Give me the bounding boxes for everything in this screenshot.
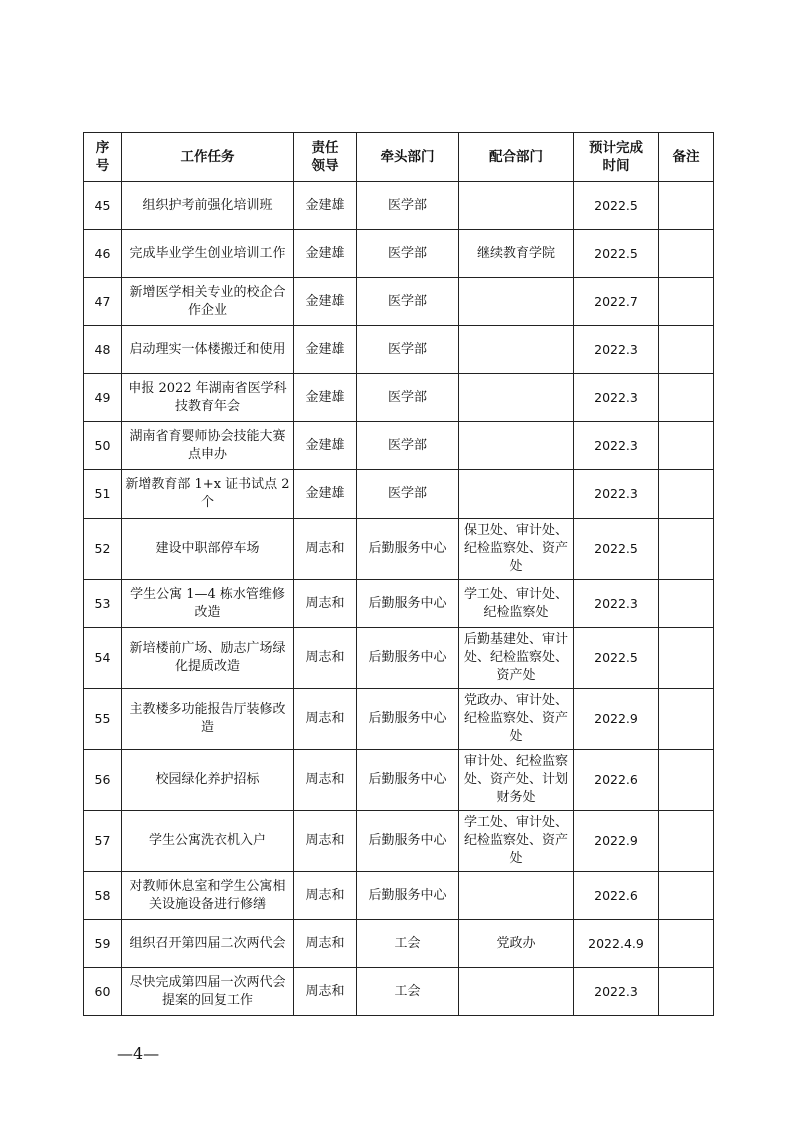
row-lead-dept: 后勤服务中心: [357, 811, 459, 872]
table-row: [84, 968, 714, 1016]
header-deadline: 预计完成时间: [574, 133, 659, 182]
row-lead-dept: 医学部: [357, 278, 459, 326]
row-number: 55: [84, 689, 122, 750]
row-coop-dept: 继续教育学院: [459, 230, 574, 278]
row-task: 组织护考前强化培训班: [122, 182, 294, 230]
row-number: 49: [84, 374, 122, 422]
row-lead-dept: 后勤服务中心: [357, 750, 459, 811]
row-coop-dept: [459, 470, 574, 519]
row-number: 47: [84, 278, 122, 326]
row-lead-dept: 医学部: [357, 470, 459, 519]
table-row: [84, 230, 714, 278]
row-number: 53: [84, 580, 122, 628]
table-row: [84, 326, 714, 374]
row-lead-dept: 医学部: [357, 374, 459, 422]
row-deadline: 2022.6: [574, 872, 659, 920]
row-task: 主教楼多功能报告厅装修改造: [122, 689, 294, 750]
row-lead-dept: 医学部: [357, 230, 459, 278]
row-task: 对教师休息室和学生公寓相关设施设备进行修缮: [122, 872, 294, 920]
row-coop-dept: [459, 968, 574, 1016]
row-remark: [659, 872, 714, 920]
row-deadline: 2022.9: [574, 811, 659, 872]
row-coop-dept: 学工处、审计处、纪检监察处: [459, 580, 574, 628]
row-leader: 金建雄: [294, 182, 357, 230]
row-remark: [659, 278, 714, 326]
header-task: 工作任务: [122, 133, 294, 182]
row-deadline: 2022.7: [574, 278, 659, 326]
row-coop-dept: 党政办、审计处、纪检监察处、资产处: [459, 689, 574, 750]
row-remark: [659, 689, 714, 750]
page-number: —4—: [117, 1044, 160, 1063]
row-remark: [659, 750, 714, 811]
row-number: 60: [84, 968, 122, 1016]
row-task: 完成毕业学生创业培训工作: [122, 230, 294, 278]
table-row: [84, 920, 714, 968]
row-leader: 金建雄: [294, 374, 357, 422]
row-task: 新增教育部 1+x 证书试点 2 个: [122, 470, 294, 519]
row-leader: 周志和: [294, 580, 357, 628]
row-leader: 金建雄: [294, 470, 357, 519]
row-coop-dept: [459, 422, 574, 470]
row-task: 申报 2022 年湖南省医学科技教育年会: [122, 374, 294, 422]
header-coop-dept: 配合部门: [459, 133, 574, 182]
row-deadline: 2022.9: [574, 689, 659, 750]
row-task: 新增医学相关专业的校企合作企业: [122, 278, 294, 326]
row-coop-dept: [459, 182, 574, 230]
row-remark: [659, 422, 714, 470]
row-leader: 金建雄: [294, 230, 357, 278]
row-lead-dept: 后勤服务中心: [357, 519, 459, 580]
table-row: [84, 750, 714, 811]
row-remark: [659, 628, 714, 689]
row-task: 学生公寓 1—4 栋水管维修改造: [122, 580, 294, 628]
row-leader: 周志和: [294, 519, 357, 580]
row-deadline: 2022.3: [574, 326, 659, 374]
table-header-row: [84, 133, 714, 182]
row-task: 校园绿化养护招标: [122, 750, 294, 811]
row-deadline: 2022.3: [574, 580, 659, 628]
row-number: 59: [84, 920, 122, 968]
row-deadline: 2022.3: [574, 968, 659, 1016]
table-row: [84, 374, 714, 422]
row-lead-dept: 医学部: [357, 326, 459, 374]
row-leader: 周志和: [294, 750, 357, 811]
row-task: 湖南省育婴师协会技能大赛点申办: [122, 422, 294, 470]
work-task-table: [83, 132, 714, 1016]
row-leader: 金建雄: [294, 278, 357, 326]
row-lead-dept: 工会: [357, 920, 459, 968]
row-lead-dept: 后勤服务中心: [357, 628, 459, 689]
row-lead-dept: 后勤服务中心: [357, 689, 459, 750]
row-leader: 周志和: [294, 689, 357, 750]
row-coop-dept: 党政办: [459, 920, 574, 968]
table-row: [84, 470, 714, 519]
row-remark: [659, 811, 714, 872]
row-deadline: 2022.6: [574, 750, 659, 811]
header-no: 序号: [84, 133, 122, 182]
row-leader: 周志和: [294, 811, 357, 872]
row-remark: [659, 920, 714, 968]
row-lead-dept: 后勤服务中心: [357, 580, 459, 628]
table-row: [84, 580, 714, 628]
row-lead-dept: 医学部: [357, 182, 459, 230]
table-row: [84, 811, 714, 872]
row-number: 45: [84, 182, 122, 230]
table-row: [84, 422, 714, 470]
row-lead-dept: 医学部: [357, 422, 459, 470]
table-row: [84, 689, 714, 750]
row-deadline: 2022.4.9: [574, 920, 659, 968]
row-deadline: 2022.3: [574, 374, 659, 422]
table-body: [84, 182, 714, 1016]
row-task: 组织召开第四届二次两代会: [122, 920, 294, 968]
row-number: 54: [84, 628, 122, 689]
row-remark: [659, 968, 714, 1016]
row-task: 启动理实一体楼搬迁和使用: [122, 326, 294, 374]
table-row: [84, 182, 714, 230]
row-coop-dept: [459, 872, 574, 920]
row-deadline: 2022.3: [574, 422, 659, 470]
row-leader: 周志和: [294, 628, 357, 689]
row-leader: 金建雄: [294, 326, 357, 374]
row-remark: [659, 580, 714, 628]
row-number: 52: [84, 519, 122, 580]
row-leader: 金建雄: [294, 422, 357, 470]
row-deadline: 2022.3: [574, 470, 659, 519]
row-deadline: 2022.5: [574, 628, 659, 689]
row-coop-dept: 保卫处、审计处、纪检监察处、资产处: [459, 519, 574, 580]
row-remark: [659, 182, 714, 230]
row-number: 48: [84, 326, 122, 374]
row-number: 58: [84, 872, 122, 920]
row-remark: [659, 470, 714, 519]
row-coop-dept: [459, 374, 574, 422]
row-number: 56: [84, 750, 122, 811]
row-lead-dept: 工会: [357, 968, 459, 1016]
header-leader: 责任领导: [294, 133, 357, 182]
row-task: 学生公寓洗衣机入户: [122, 811, 294, 872]
header-remark: 备注: [659, 133, 714, 182]
row-remark: [659, 519, 714, 580]
header-lead-dept: 牵头部门: [357, 133, 459, 182]
row-coop-dept: 审计处、纪检监察处、资产处、计划财务处: [459, 750, 574, 811]
row-remark: [659, 374, 714, 422]
table-row: [84, 519, 714, 580]
row-leader: 周志和: [294, 920, 357, 968]
row-number: 46: [84, 230, 122, 278]
table-row: [84, 872, 714, 920]
row-deadline: 2022.5: [574, 519, 659, 580]
row-coop-dept: [459, 326, 574, 374]
table-row: [84, 278, 714, 326]
row-task: 建设中职部停车场: [122, 519, 294, 580]
row-leader: 周志和: [294, 968, 357, 1016]
row-remark: [659, 326, 714, 374]
row-number: 50: [84, 422, 122, 470]
row-number: 51: [84, 470, 122, 519]
row-deadline: 2022.5: [574, 182, 659, 230]
row-coop-dept: 学工处、审计处、纪检监察处、资产处: [459, 811, 574, 872]
row-lead-dept: 后勤服务中心: [357, 872, 459, 920]
row-number: 57: [84, 811, 122, 872]
row-task: 新培楼前广场、励志广场绿化提质改造: [122, 628, 294, 689]
table-row: [84, 628, 714, 689]
row-coop-dept: 后勤基建处、审计处、纪检监察处、资产处: [459, 628, 574, 689]
row-task: 尽快完成第四届一次两代会提案的回复工作: [122, 968, 294, 1016]
row-remark: [659, 230, 714, 278]
row-leader: 周志和: [294, 872, 357, 920]
row-deadline: 2022.5: [574, 230, 659, 278]
row-coop-dept: [459, 278, 574, 326]
